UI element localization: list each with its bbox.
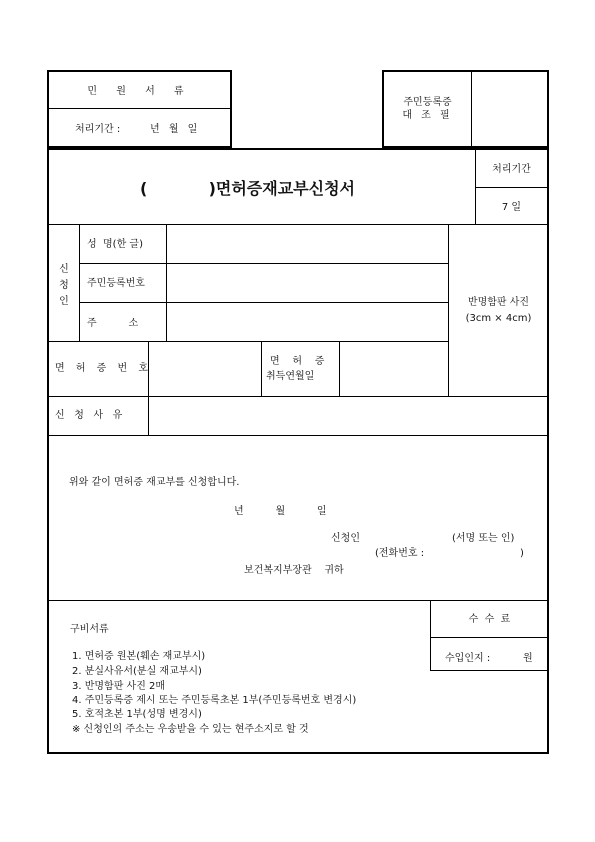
id-check-label-line1: 주민등록증 (403, 97, 452, 108)
fee-bottom (430, 670, 548, 671)
license-date-label-line1: 면 허 증 (270, 356, 325, 367)
photo-label-line2: (3cm × 4cm) (465, 313, 532, 324)
top-notch (232, 68, 382, 148)
address-field[interactable] (167, 303, 447, 340)
reason-label: 신 청 사 유 (55, 410, 123, 421)
id-check-box (382, 70, 549, 148)
phone-label: (전화번호 : (375, 548, 425, 559)
license-date-label-line2: 취득연월일 (266, 371, 315, 382)
fee-label: 수 수 료 (468, 614, 511, 625)
application-date-line: 년 월 일 (234, 506, 327, 517)
doc-type-label: 민 원 서 류 (87, 86, 192, 97)
rrn-label: 주민등록번호 (87, 278, 145, 289)
processing-period-label: 처리기간 (492, 164, 531, 175)
applicant-signature-field[interactable] (368, 530, 448, 546)
applicant-side-divider (79, 224, 80, 341)
phone-close: ) (520, 548, 524, 559)
reason-row-bottom (49, 435, 548, 436)
reason-field[interactable] (149, 397, 547, 434)
name-field[interactable] (167, 225, 447, 262)
processing-period-midline (475, 187, 548, 188)
form-title: ( )면허증재교부신청서 (140, 179, 356, 198)
rrn-field[interactable] (167, 264, 447, 301)
license-date-left-divider (261, 341, 262, 396)
documents-note: ※ 신청인의 주소는 우송받을 수 있는 현주소지로 할 것 (72, 724, 309, 735)
application-statement: 위와 같이 면허증 재교부를 신청합니다. (69, 477, 240, 488)
name-label: 성 명(한 글) (87, 239, 143, 250)
processing-date-units: 년 월 일 (150, 124, 201, 135)
documents-item-4: 4. 주민등록증 제시 또는 주민등록초본 1부(주민등록번호 변경시) (72, 695, 357, 706)
applicant-side-label-3: 인 (59, 296, 69, 307)
revenue-stamp-field[interactable] (496, 650, 520, 665)
top-section-line (47, 148, 549, 150)
signature-or-seal-label: (서명 또는 인) (452, 533, 515, 544)
fee-unit: 원 (523, 653, 533, 664)
fee-divider (430, 600, 431, 670)
applicant-side-label-1: 신 (59, 264, 69, 275)
phone-field[interactable] (435, 546, 517, 561)
documents-item-1: 1. 면허증 원본(훼손 재교부시) (72, 651, 206, 662)
photo-label-line1: 반명함판 사진 (467, 297, 530, 308)
documents-item-2: 2. 분실사유서(분실 재교부시) (72, 666, 202, 677)
revenue-stamp-label: 수입인지 : (445, 653, 491, 664)
id-check-divider (471, 72, 472, 148)
id-check-label-line2: 대 조 필 (402, 110, 453, 121)
processing-date-label: 처리기간 : (75, 124, 121, 135)
license-date-field[interactable] (340, 342, 447, 395)
recipient-line: 보건복지부장관 귀하 (244, 565, 344, 576)
license-number-label: 면 허 증 번 호 (55, 363, 153, 374)
license-number-field[interactable] (149, 342, 260, 395)
documents-item-3: 3. 반명함판 사진 2매 (72, 681, 166, 692)
applicant-signature-label: 신청인 (331, 533, 360, 544)
photo-area-divider (448, 224, 449, 396)
processing-period-value: 7 일 (501, 202, 522, 213)
applicant-side-label-2: 청 (59, 280, 69, 291)
statement-bottom (49, 600, 548, 601)
address-label: 주 소 (87, 318, 139, 329)
documents-item-5: 5. 호적초본 1부(성명 변경시) (72, 709, 202, 720)
fee-midline (430, 637, 548, 638)
doc-type-box (47, 70, 232, 148)
doc-type-divider (49, 108, 230, 109)
documents-title: 구비서류 (70, 624, 109, 635)
